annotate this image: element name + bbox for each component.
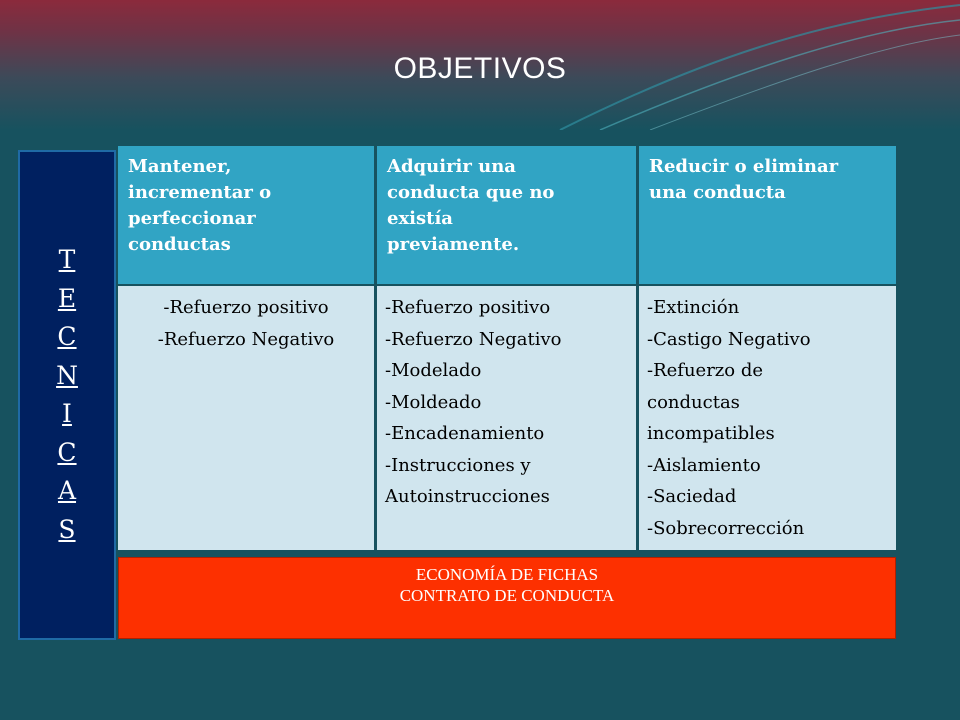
header-line: conducta que no xyxy=(387,182,555,203)
technique-item: conductas xyxy=(647,391,740,413)
techniques-acquire xyxy=(377,286,636,550)
technique-item: -Castigo Negativo xyxy=(647,328,811,350)
header-line: previamente. xyxy=(387,234,520,255)
side-letter: S xyxy=(58,514,76,544)
technique-item: -Refuerzo Negativo xyxy=(157,328,335,350)
technique-item: incompatibles xyxy=(647,423,775,444)
header-line: existía xyxy=(387,208,453,229)
objective-header-maintain xyxy=(118,146,374,284)
technique-item: -Encadenamiento xyxy=(385,423,545,444)
side-letter: C xyxy=(57,437,77,467)
technique-item: -Instrucciones y xyxy=(385,454,531,476)
techniques-reduce xyxy=(639,286,896,550)
side-letter: A xyxy=(57,476,77,505)
side-letter: T xyxy=(58,245,76,274)
header-line: perfeccionar xyxy=(128,208,256,229)
techniques-maintain xyxy=(118,286,374,550)
header-line: conductas xyxy=(128,234,231,255)
header-line: una conducta xyxy=(649,182,786,203)
header-line: Adquirir una xyxy=(387,156,516,177)
side-letter: I xyxy=(62,399,72,428)
tecnicas-side-panel xyxy=(18,150,116,640)
technique-item: -Moldeado xyxy=(385,391,482,413)
side-letter: C xyxy=(57,322,77,351)
technique-item: -Refuerzo de xyxy=(647,360,764,381)
objective-header-reduce xyxy=(639,146,896,284)
slide-title: OBJETIVOS xyxy=(393,52,567,85)
side-letter: N xyxy=(56,360,78,390)
technique-item: Autoinstrucciones xyxy=(385,486,550,507)
technique-item: -Sobrecorrección xyxy=(647,517,805,539)
header-line: incrementar o xyxy=(128,182,272,203)
shared-techniques-bar xyxy=(118,557,896,639)
technique-item: -Aislamiento xyxy=(647,454,761,476)
shared-technique-token-economy: ECONOMÍA DE FICHAS xyxy=(415,565,599,584)
header-line: Reducir o eliminar xyxy=(649,156,839,177)
side-letter: E xyxy=(57,283,77,313)
technique-item: -Refuerzo positivo xyxy=(385,297,551,318)
technique-item: -Saciedad xyxy=(647,486,737,507)
technique-item: -Refuerzo positivo xyxy=(163,297,329,318)
objective-header-acquire xyxy=(377,146,636,284)
technique-item: -Modelado xyxy=(385,360,482,381)
technique-item: -Extinción xyxy=(647,297,740,318)
technique-item: -Refuerzo Negativo xyxy=(385,328,562,350)
shared-technique-behavior-contract: CONTRATO DE CONDUCTA xyxy=(399,586,615,605)
header-line: Mantener, xyxy=(128,156,232,177)
